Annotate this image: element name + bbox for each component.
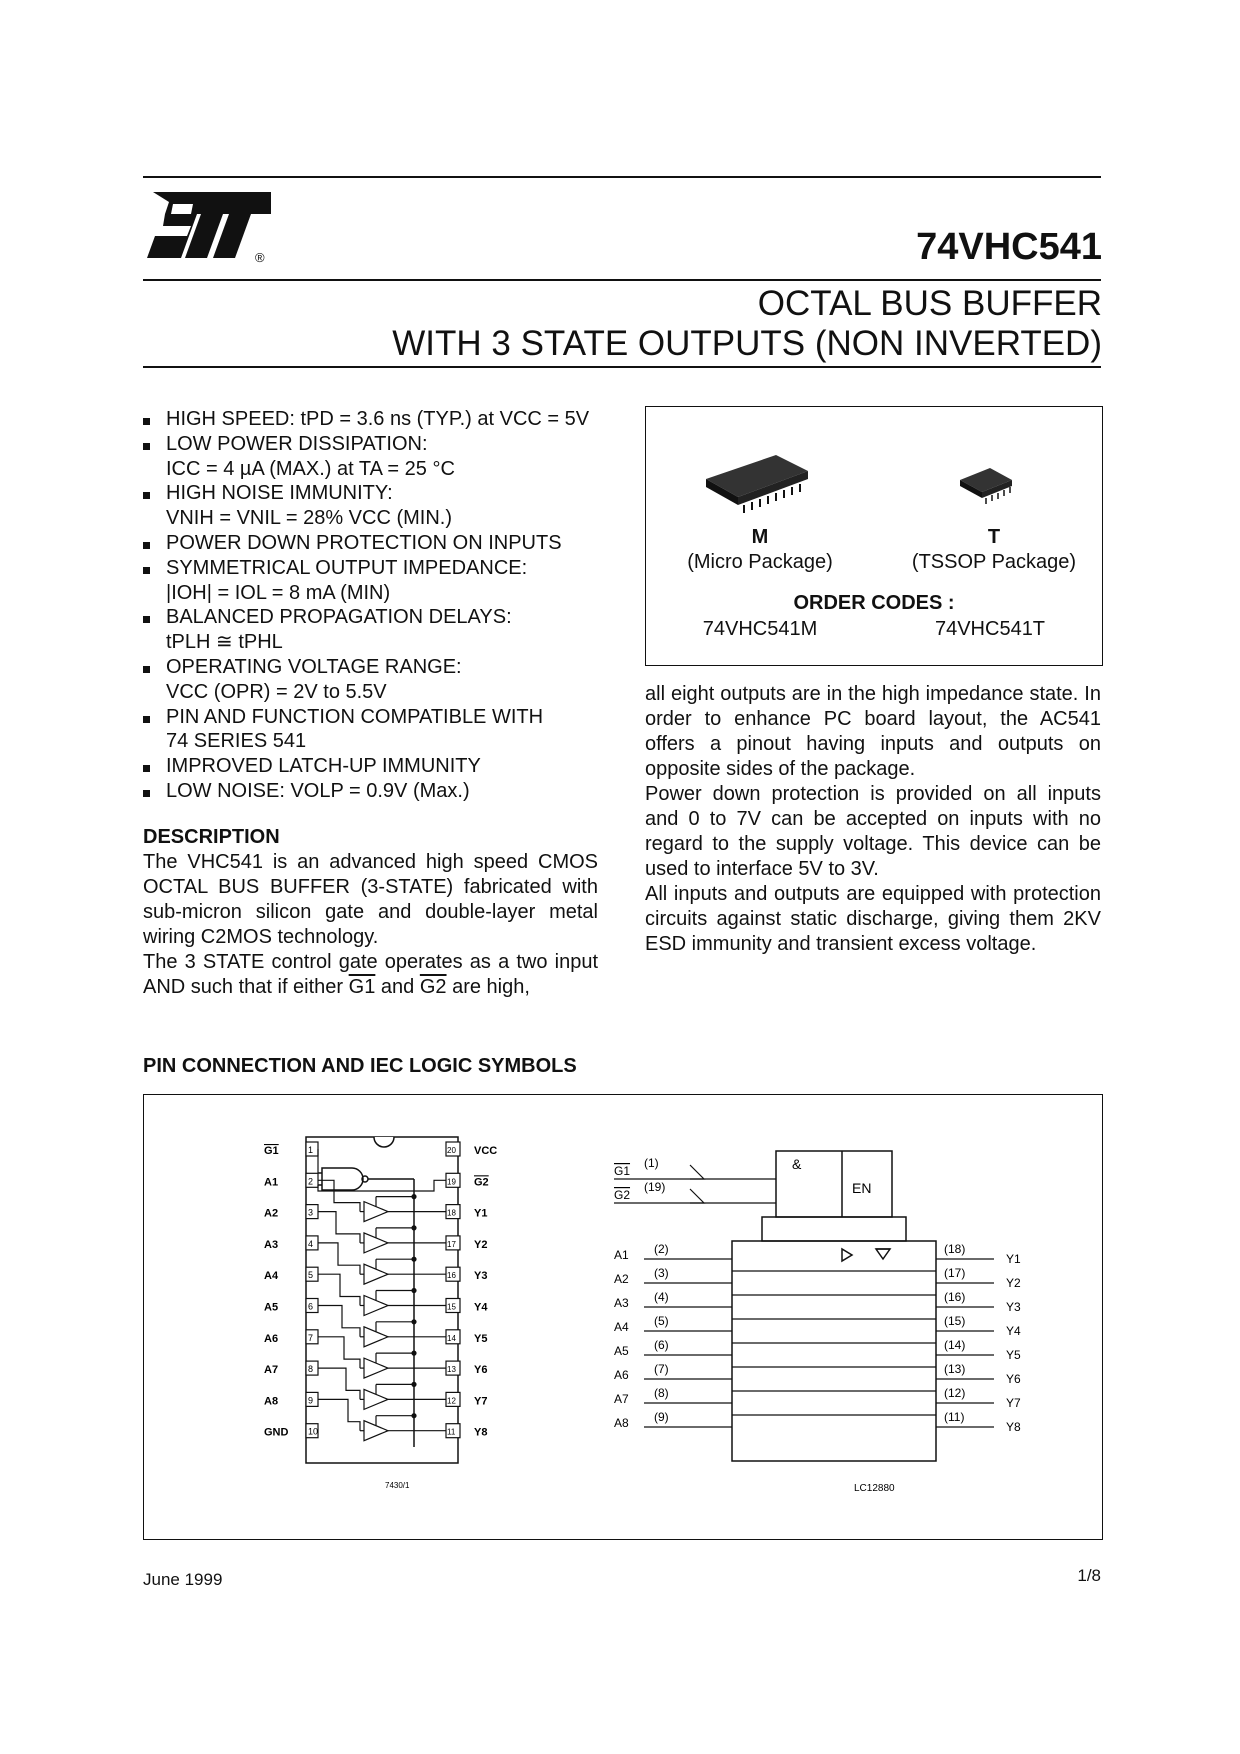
title-line-1: OCTAL BUS BUFFER: [757, 284, 1102, 323]
feature-item: [143, 655, 613, 705]
pin-name-right: Y7: [474, 1395, 488, 1408]
description-p2-and: and: [380, 976, 415, 998]
package-box: [645, 406, 1103, 666]
pin-number-right: 14: [447, 1333, 456, 1343]
iec-output-name: Y6: [1006, 1372, 1021, 1386]
pin-name-left: A3: [264, 1238, 279, 1251]
iec-input-num: (7): [654, 1362, 669, 1376]
iec-output-num: (14): [944, 1338, 966, 1352]
pin-name-left: A2: [264, 1207, 279, 1220]
top-rule: [143, 176, 1101, 178]
pin-name-right: Y2: [474, 1238, 488, 1251]
iec-output-num: (13): [944, 1362, 966, 1376]
description-left: [143, 826, 598, 1000]
feature-item: [143, 531, 613, 556]
st-logo-icon: [143, 190, 273, 270]
iec-output-name: Y2: [1006, 1276, 1021, 1290]
pin-name-right: Y1: [474, 1207, 488, 1220]
buffer-channel: [318, 1243, 446, 1284]
pin-number-right: 17: [447, 1239, 456, 1249]
description-p2-g2: G2: [419, 976, 447, 998]
iec-output-name: Y7: [1006, 1396, 1021, 1410]
pin-number-right: 18: [447, 1208, 456, 1218]
buffer-channel: [318, 1368, 446, 1409]
feature-line: HIGH SPEED: tPD = 3.6 ns (TYP.) at VCC = 5V: [166, 408, 590, 430]
title-rule: [143, 366, 1101, 368]
pin-name-right: Y8: [474, 1426, 488, 1439]
iec-input-num: (9): [654, 1410, 669, 1424]
pin-number-left: 1: [308, 1145, 314, 1155]
pin-name-left: A5: [264, 1301, 279, 1314]
iec-output-num: (12): [944, 1386, 966, 1400]
buffer-channel: [318, 1337, 446, 1378]
iec-input-num: (5): [654, 1314, 669, 1328]
iec-enable-num: (19): [644, 1180, 666, 1194]
pin-number-right: 15: [447, 1302, 456, 1312]
feature-item: [143, 432, 613, 482]
pin-diagram-code: 7430/1: [385, 1481, 410, 1490]
iec-output-name: Y3: [1006, 1300, 1021, 1314]
iec-output-num: (16): [944, 1290, 966, 1304]
part-number: 74VHC541: [916, 226, 1102, 268]
pin-name-left: A1: [264, 1176, 279, 1189]
tssop-package-icon: [956, 462, 1026, 512]
tssop-package-label: [894, 525, 1094, 575]
feature-line-continued: VNIH = VNIL = 28% VCC (MIN.): [166, 507, 452, 530]
pin-number-left: 3: [308, 1207, 314, 1218]
pin-number-left: 9: [308, 1395, 314, 1406]
order-codes-heading: ORDER CODES :: [793, 592, 955, 614]
buffer-channel: [318, 1399, 446, 1440]
iec-output-name: Y5: [1006, 1348, 1021, 1362]
pin-number-left: 5: [308, 1270, 314, 1281]
order-code-t: 74VHC541T: [934, 618, 1046, 640]
iec-enable-name: G1: [614, 1164, 631, 1178]
iec-output-num: (11): [944, 1410, 965, 1424]
description-p2-g1: G1: [348, 976, 376, 998]
description-p5: All inputs and outputs are equipped with protection circuits against static discharge, giving them 2KV ESD immunity and transient excess voltage.: [645, 883, 1101, 955]
feature-item: [143, 556, 613, 606]
st-logo: [143, 190, 273, 270]
pin-name-right: G2: [474, 1176, 489, 1189]
feature-line-continued: ICC = 4 µA (MAX.) at TA = 25 °C: [166, 457, 455, 480]
iec-logic-symbol: [614, 1145, 1044, 1494]
description-p3: all eight outputs are in the high impedance state. In order to enhance PC board layout, the AC541 offers a pinout having inputs and outputs on opposite sides of the package.: [645, 683, 1101, 780]
feature-item: [143, 605, 613, 655]
description-p2-start: The 3 STATE control gate operates as a two input AND such that if either: [143, 951, 598, 998]
micro-package-icon: [698, 449, 818, 519]
order-code-m: 74VHC541M: [702, 618, 818, 640]
pin-number-left: 4: [308, 1238, 314, 1249]
iec-enable-num: (1): [644, 1156, 659, 1170]
iec-output-name: Y8: [1006, 1420, 1021, 1434]
buffer-channel: [318, 1212, 446, 1253]
description-p4: Power down protection is provided on all inputs and 0 to 7V can be accepted on inputs with no regard to the supply voltage. This device can be used to interface 5V to 3V.: [645, 783, 1101, 880]
feature-line: SYMMETRICAL OUTPUT IMPEDANCE:: [166, 556, 528, 579]
pin-name-right: Y4: [474, 1301, 488, 1314]
iec-input-name: A4: [614, 1320, 629, 1334]
pin-number-right: 19: [447, 1177, 456, 1187]
feature-item: [143, 754, 613, 779]
feature-item: [143, 779, 613, 804]
tssop-package-letter: T: [987, 526, 1001, 548]
footer-page: 1/8: [1077, 1566, 1101, 1585]
pin-number-left: 7: [308, 1332, 314, 1343]
negation-marker: [690, 1165, 704, 1179]
pin-name-right: Y6: [474, 1364, 488, 1377]
iec-input-num: (6): [654, 1338, 669, 1352]
iec-output-name: Y1: [1006, 1252, 1021, 1266]
feature-line: LOW POWER DISSIPATION:: [166, 432, 428, 455]
feature-item: [143, 705, 613, 755]
pin-name-left: A7: [264, 1364, 279, 1377]
negation-marker: [690, 1189, 704, 1203]
figure-box: [143, 1094, 1103, 1540]
iec-input-num: (2): [654, 1242, 669, 1256]
iec-input-num: (3): [654, 1266, 669, 1280]
iec-input-name: A5: [614, 1344, 629, 1358]
description-p2: [143, 950, 598, 1000]
feature-list: [143, 407, 613, 804]
iec-input-name: A8: [614, 1416, 629, 1430]
buffer-channel: [318, 1306, 446, 1347]
pin-name-left: GND: [264, 1426, 289, 1439]
pin-number-right: 12: [447, 1396, 456, 1406]
iec-input-name: A2: [614, 1272, 629, 1286]
iec-input-num: (8): [654, 1386, 669, 1400]
feature-line: OPERATING VOLTAGE RANGE:: [166, 655, 462, 678]
feature-line-continued: 74 SERIES 541: [166, 730, 307, 753]
micro-package-letter: M: [751, 526, 769, 548]
iec-input-name: A3: [614, 1296, 629, 1310]
pin-number-right: 13: [447, 1365, 456, 1375]
pin-number-right: 20: [447, 1146, 456, 1155]
description-right: [645, 682, 1101, 957]
pin-connection-diagram: [264, 1125, 564, 1495]
description-p1: The VHC541 is an advanced high speed CMOS OCTAL BUS BUFFER (3-STATE) fabricated with sub-micron silicon gate and double-layer metal wiring C2MOS technology.: [143, 851, 598, 948]
feature-line: POWER DOWN PROTECTION ON INPUTS: [166, 531, 562, 554]
pin-name-right: VCC: [474, 1145, 498, 1157]
pin-name-right: Y5: [474, 1332, 488, 1345]
pin-number-right: 16: [447, 1271, 456, 1281]
description-heading: DESCRIPTION: [143, 826, 280, 848]
registered-mark: ®: [255, 250, 265, 265]
feature-line-continued: |IOH| = IOL = 8 mA (MIN): [166, 581, 391, 604]
title-line-2: WITH 3 STATE OUTPUTS (NON INVERTED): [392, 324, 1102, 363]
feature-item: [143, 481, 613, 531]
header-rule: [143, 279, 1101, 281]
feature-item: [143, 407, 613, 432]
iec-enable-name: G2: [614, 1188, 631, 1202]
iec-output-num: (17): [944, 1266, 966, 1280]
pin-number-left: 10: [308, 1426, 319, 1437]
pin-name-right: Y3: [474, 1270, 488, 1283]
iec-input-name: A7: [614, 1392, 629, 1406]
buffer-channel: [318, 1274, 446, 1315]
pin-number-left: 8: [308, 1364, 314, 1375]
feature-line-continued: VCC (OPR) = 2V to 5.5V: [166, 680, 387, 703]
feature-line: BALANCED PROPAGATION DELAYS:: [166, 606, 512, 629]
feature-line: IMPROVED LATCH-UP IMMUNITY: [166, 755, 481, 778]
pin-number-left: 2: [308, 1176, 314, 1187]
iec-and-symbol: &: [792, 1156, 802, 1172]
pin-name-left: A8: [264, 1395, 279, 1408]
micro-package-name: (Micro Package): [687, 551, 833, 573]
pin-number-right: 11: [447, 1427, 456, 1437]
pin-number-left: 6: [308, 1301, 314, 1312]
tssop-package-name: (TSSOP Package): [911, 551, 1077, 573]
feature-line: PIN AND FUNCTION COMPATIBLE WITH: [166, 705, 544, 728]
buffer-channel: [318, 1180, 446, 1221]
figure-heading: PIN CONNECTION AND IEC LOGIC SYMBOLS: [143, 1055, 577, 1077]
iec-en-label: EN: [852, 1180, 872, 1196]
iec-code: LC12880: [854, 1483, 895, 1494]
feature-line-continued: tPLH ≅ tPHL: [166, 631, 283, 654]
pin-name-left: A4: [264, 1270, 279, 1283]
iec-output-num: (18): [944, 1242, 966, 1256]
iec-output-name: Y4: [1006, 1324, 1021, 1338]
iec-input-name: A6: [614, 1368, 629, 1382]
micro-package-label: [670, 525, 850, 575]
iec-input-num: (4): [654, 1290, 669, 1304]
description-p2-end: are high,: [452, 976, 530, 998]
iec-output-num: (15): [944, 1314, 966, 1328]
feature-line: HIGH NOISE IMMUNITY:: [166, 482, 393, 505]
feature-line: LOW NOISE: VOLP = 0.9V (Max.): [166, 779, 470, 802]
iec-input-name: A1: [614, 1248, 629, 1262]
pin-name-left: A6: [264, 1332, 279, 1345]
footer-date: June 1999: [143, 1570, 223, 1589]
pin-name-left: G1: [264, 1145, 279, 1157]
